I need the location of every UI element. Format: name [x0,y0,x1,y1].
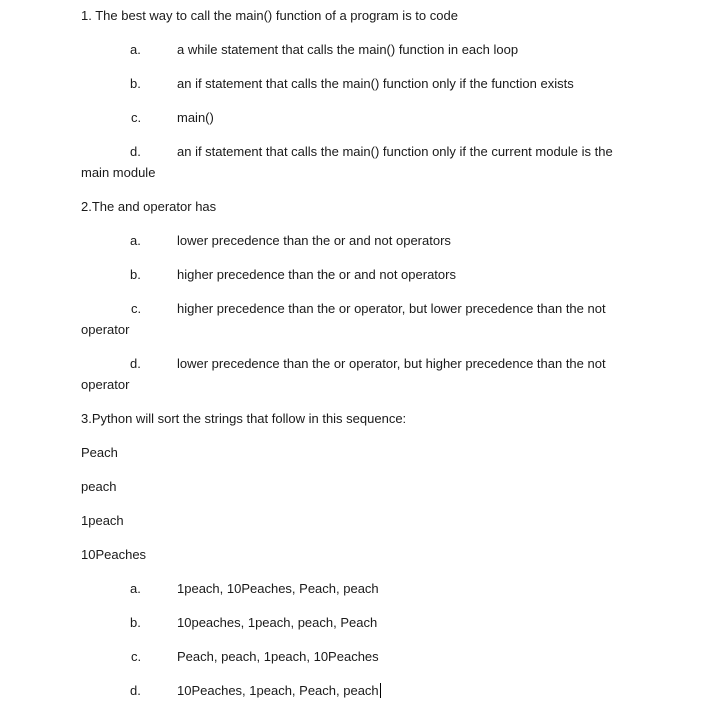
q2-option-a-text: lower precedence than the or and not operators [177,233,451,248]
q1-option-d-letter: d. [130,144,141,159]
q3-option-c-text: Peach, peach, 1peach, 10Peaches [177,649,379,664]
q3-option-a-letter: a. [130,581,141,596]
q1-option-c-letter: c. [131,110,142,125]
q2-option-b-text: higher precedence than the or and not operators [177,267,456,282]
q1-option-d-text: an if statement that calls the main() function only if the current module is the [177,144,613,159]
q2-option-c-letter: c. [131,301,142,316]
q1-option-c-text: main() [177,110,214,125]
question-1-prompt: 1. The best way to call the main() function of a program is to code [81,8,458,23]
q1-option-a-text: a while statement that calls the main() function in each loop [177,42,519,57]
q2-option-c-text: higher precedence than the or operator, but lower precedence than the not [177,301,606,316]
q2-option-d-text: lower precedence than the or operator, but higher precedence than the not [177,356,606,371]
q3-option-b-letter: b. [130,615,141,630]
q3-option-d-letter: d. [130,683,141,698]
q3-string-item: peach [81,479,117,494]
question-2-prompt: 2.The and operator has [81,199,217,214]
q3-string-item: Peach [81,445,118,460]
q3-option-a-text: 1peach, 10Peaches, Peach, peach [177,581,379,596]
q2-option-c-continuation: operator [81,322,130,337]
q3-string-item: 1peach [81,513,124,528]
q1-option-d-continuation: main module [81,165,156,180]
q3-option-d-text: 10Peaches, 1peach, Peach, peach [177,683,379,698]
q3-option-c-letter: c. [131,649,142,664]
q2-option-b-letter: b. [130,267,141,282]
q2-option-a-letter: a. [130,233,141,248]
q2-option-d-continuation: operator [81,377,130,392]
q2-option-d-letter: d. [130,356,141,371]
q3-option-b-text: 10peaches, 1peach, peach, Peach [177,615,378,630]
q3-string-item: 10Peaches [81,547,147,562]
q1-option-b-text: an if statement that calls the main() function only if the function exists [177,76,574,91]
q1-option-b-letter: b. [130,76,141,91]
text-cursor [380,683,381,698]
q1-option-a-letter: a. [130,42,141,57]
q3-option-d-line[interactable] [177,683,381,699]
question-3-prompt: 3.Python will sort the strings that follow in this sequence: [81,411,407,426]
